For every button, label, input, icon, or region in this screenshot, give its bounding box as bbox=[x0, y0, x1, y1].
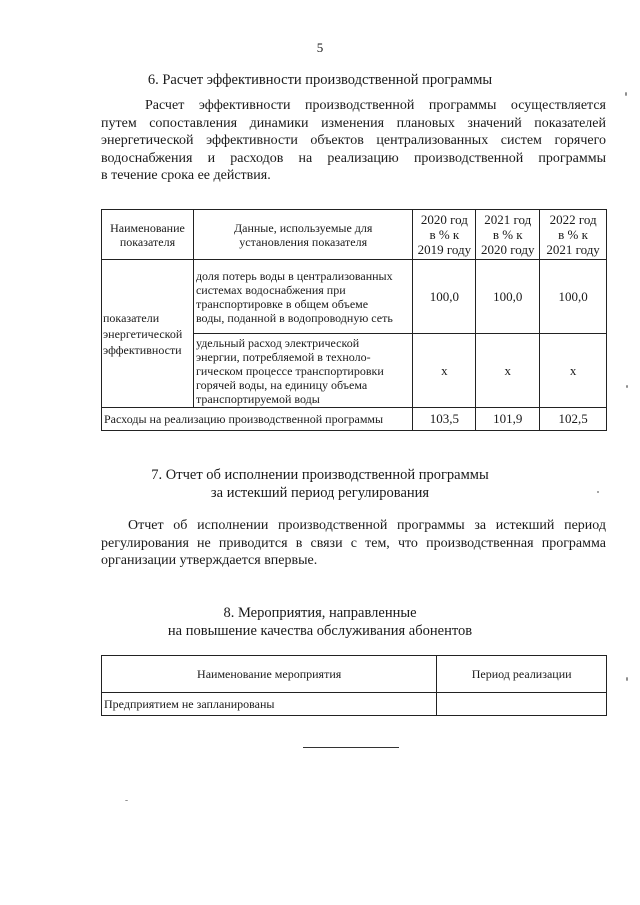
header-2021 bbox=[476, 210, 540, 260]
indicator-name-cell bbox=[102, 260, 194, 408]
header-line: в % к bbox=[558, 227, 588, 242]
header-indicator-name bbox=[102, 210, 194, 260]
section-7-paragraph bbox=[101, 517, 606, 570]
header-line: 2020 год bbox=[420, 212, 468, 227]
efficiency-table bbox=[101, 209, 607, 431]
scan-speck bbox=[626, 677, 628, 681]
header-2020 bbox=[413, 210, 476, 260]
table-header-row bbox=[102, 210, 607, 260]
closing-line bbox=[303, 747, 399, 748]
section-6-paragraph bbox=[101, 97, 606, 185]
paragraph-line: Отчет об исполнении производственной программы за истекший период bbox=[128, 518, 606, 533]
data-line: транспортируемой воды bbox=[195, 391, 320, 406]
measure-name-cell: Предприятием не запланированы bbox=[102, 693, 437, 716]
scan-speck bbox=[626, 385, 628, 388]
indicator-line: энергетической bbox=[103, 326, 183, 341]
paragraph-line: энергетической эффективности объектов централизованных систем горячего bbox=[101, 133, 606, 148]
header-line: 2020 году bbox=[480, 242, 535, 257]
header-line: показателя bbox=[119, 234, 176, 249]
header-line: Наименование bbox=[110, 220, 185, 235]
period-cell bbox=[437, 693, 607, 716]
data-line: удельный расход электрической bbox=[195, 335, 360, 350]
data-line: горячей воды, на единицу объема bbox=[195, 377, 368, 392]
header-measure-name: Наименование мероприятия bbox=[102, 656, 437, 693]
scan-speck bbox=[597, 491, 599, 493]
expenses-row bbox=[102, 408, 607, 431]
header-line: Данные, используемые для bbox=[233, 220, 373, 235]
value-cell-2020: 100,0 bbox=[413, 260, 476, 334]
heading-line: за истекший период регулирования bbox=[210, 485, 430, 501]
data-line: транспортировке в общем объеме bbox=[195, 296, 369, 311]
expenses-2020: 103,5 bbox=[413, 408, 476, 431]
paragraph-line: регулирования не приводится в связи с тем, что производственная программа bbox=[101, 535, 606, 551]
table-row bbox=[102, 693, 607, 716]
value-cell-2021: x bbox=[476, 334, 540, 408]
value-cell-2022: x bbox=[540, 334, 607, 408]
section-6-heading: 6. Расчет эффективности производственной программы bbox=[147, 72, 493, 88]
data-cell bbox=[193, 334, 412, 408]
paragraph-line: организации утверждается впервые. bbox=[101, 553, 318, 568]
table-header-row bbox=[102, 656, 607, 693]
scan-speck bbox=[625, 92, 627, 96]
data-line: гическом процессе транспортировки bbox=[195, 363, 384, 378]
section-8-heading bbox=[0, 604, 640, 640]
value-cell-2022: 100,0 bbox=[540, 260, 607, 334]
paragraph-line: Расчет эффективности производственной программы осуществляется bbox=[145, 98, 606, 113]
data-line: доля потерь воды в централизованных bbox=[195, 268, 393, 283]
measures-table bbox=[101, 655, 607, 716]
paragraph-line: водоснабжения и расходов на реализацию производственной программы bbox=[101, 150, 606, 166]
indicator-line: эффективности bbox=[103, 342, 182, 357]
header-period: Период реализации bbox=[437, 656, 607, 693]
data-line: энергии, потребляемой в техноло- bbox=[195, 349, 371, 364]
value-cell-2020: x bbox=[413, 334, 476, 408]
paragraph-line: в течение срока ее действия. bbox=[101, 168, 271, 183]
value-cell-2021: 100,0 bbox=[476, 260, 540, 334]
paragraph-line: путем сопоставления динамики изменения плановых значений показателей bbox=[101, 115, 606, 131]
data-line: системах водоснабжения при bbox=[195, 282, 346, 297]
heading-line: 8. Мероприятия, направленные bbox=[223, 605, 417, 621]
expenses-2022: 102,5 bbox=[540, 408, 607, 431]
expenses-2021: 101,9 bbox=[476, 408, 540, 431]
data-line: воды, поданной в водопроводную сеть bbox=[195, 310, 393, 325]
scan-speck bbox=[125, 800, 128, 801]
header-line: 2021 год bbox=[484, 212, 532, 227]
header-line: установления показателя bbox=[239, 234, 368, 249]
page-number: 5 bbox=[316, 40, 324, 55]
expenses-label: Расходы на реализацию производственной программы bbox=[102, 408, 413, 431]
indicator-line: показатели bbox=[103, 310, 160, 325]
table-row bbox=[102, 260, 607, 334]
header-line: 2019 году bbox=[417, 242, 472, 257]
section-7-heading bbox=[0, 466, 640, 502]
header-line: в % к bbox=[429, 227, 460, 242]
heading-line: на повышение качества обслуживания абонентов bbox=[167, 623, 473, 639]
header-data-used bbox=[193, 210, 412, 260]
header-2022 bbox=[540, 210, 607, 260]
header-line: 2021 году bbox=[546, 242, 600, 257]
data-cell bbox=[193, 260, 412, 334]
header-line: 2022 год bbox=[549, 212, 597, 227]
header-line: в % к bbox=[492, 227, 523, 242]
heading-line: 7. Отчет об исполнении производственной программы bbox=[151, 467, 489, 483]
